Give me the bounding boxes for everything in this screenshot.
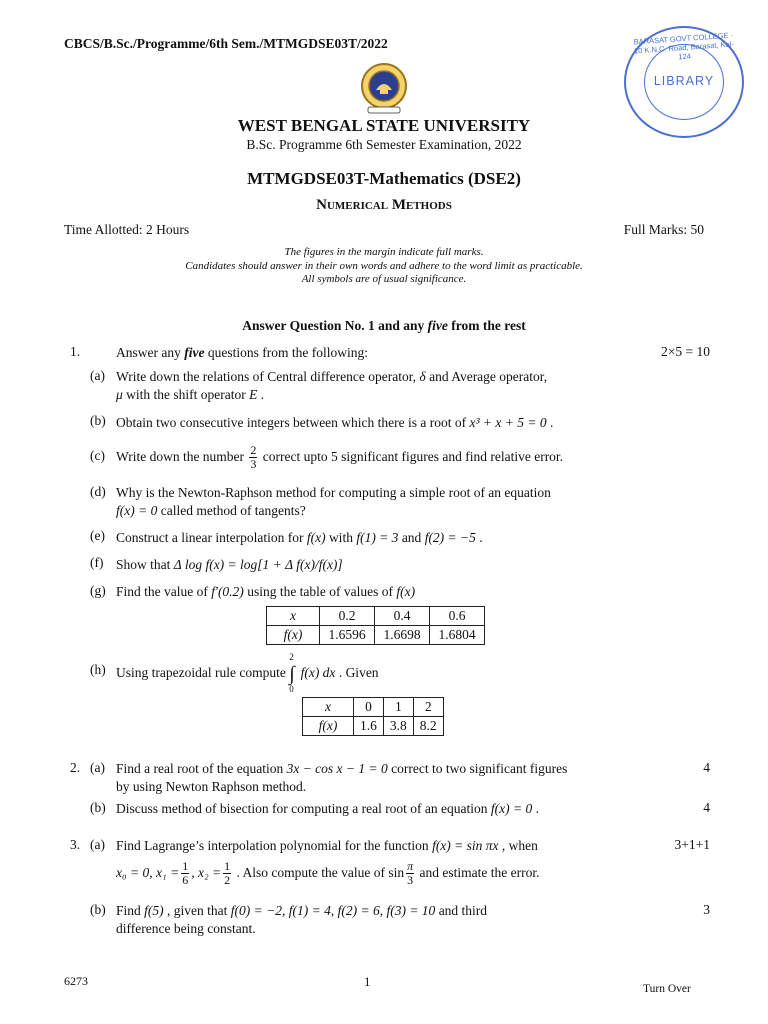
integral-sign: 2 ∫ 0 xyxy=(289,652,295,694)
instructions xyxy=(0,246,768,287)
part-label: (b) xyxy=(90,902,106,917)
part-marks: 4 xyxy=(703,760,710,775)
table-cell: f(x) xyxy=(303,717,354,736)
fraction: $\frac{2}{3}$ xyxy=(250,443,257,472)
part-marks: 3 xyxy=(703,902,710,917)
fraction: $\frac{1}{6}$ xyxy=(182,859,189,888)
question-marks: 2×5 = 10 xyxy=(661,344,710,359)
part-text: Construct a linear interpolation for f(x) with f(1) = 3 and f(2) = −5 . xyxy=(116,530,483,545)
table-row xyxy=(303,698,444,717)
instruction-line: Candidates should answer in their own words and adhere to the word limit as practicable. xyxy=(185,259,583,272)
footer-code: 6273 xyxy=(64,974,88,988)
table-row xyxy=(303,717,444,736)
stamp-label: LIBRARY xyxy=(653,74,715,88)
values-table-g xyxy=(266,606,485,645)
question-stem: Answer any five questions from the following: xyxy=(116,345,368,360)
part-text: x₀ = 0, x₁ = $\frac{1}{6}$ , x₂ = $\frac{1}{2}$ . Also compute the value of sin $\frac{\pi}{3}$ and estimate the error. xyxy=(116,859,540,888)
part-label: (b) xyxy=(90,413,106,428)
values-table-h xyxy=(302,697,444,736)
stamp-ring-text: BARASAT GOVT COLLEGE · 10 K.N.C. Road, Barasat, Kol-124 xyxy=(633,30,735,62)
table-row xyxy=(267,626,485,645)
page-number: 1 xyxy=(364,974,371,989)
instruction-line: All symbols are of usual significance. xyxy=(301,273,467,285)
table-cell: 1.6804 xyxy=(430,626,485,645)
part-marks: 3+1+1 xyxy=(674,837,710,852)
part-label: (b) xyxy=(90,800,106,815)
table-cell: 8.2 xyxy=(413,717,443,736)
table-cell: f(x) xyxy=(267,626,320,645)
table-cell: 1.6698 xyxy=(375,626,430,645)
table-cell: 1.6 xyxy=(354,717,384,736)
part-text: Find the value of f′(0.2) using the table of values of f(x) xyxy=(116,584,416,599)
table-cell: x xyxy=(303,698,354,717)
table-cell: 0.2 xyxy=(320,607,375,626)
time-allotted: Time Allotted: 2 Hours xyxy=(64,222,190,237)
table-cell: 2 xyxy=(413,698,443,717)
part-label: (c) xyxy=(90,448,105,463)
fraction: $\frac{1}{2}$ xyxy=(224,859,231,888)
full-marks: Full Marks: 50 xyxy=(623,222,704,237)
table-row xyxy=(267,607,485,626)
table-cell: 0.4 xyxy=(375,607,430,626)
question-number: 3. xyxy=(70,837,81,852)
part-label: (g) xyxy=(90,583,106,598)
exam-name: B.Sc. Programme 6th Semester Examination, 2022 xyxy=(246,137,522,152)
part-label: (h) xyxy=(90,662,106,677)
part-text: Obtain two consecutive integers between which there is a root of x³ + x + 5 = 0 . xyxy=(116,415,554,430)
university-name: WEST BENGAL STATE UNIVERSITY xyxy=(237,116,531,135)
main-instruction: Answer Question No. 1 and any five from the rest xyxy=(242,318,526,333)
part-marks: 4 xyxy=(703,800,710,815)
question-number: 2. xyxy=(70,760,81,775)
table-cell: 0 xyxy=(354,698,384,717)
question-number: 1. xyxy=(70,344,81,359)
part-label: (a) xyxy=(90,368,105,383)
table-cell: x xyxy=(267,607,320,626)
part-text: Using trapezoidal rule compute 2 ∫ 0 f(x) dx . Given xyxy=(116,652,379,694)
part-label: (a) xyxy=(90,760,105,775)
part-text: Find Lagrange’s interpolation polynomial for the function f(x) = sin πx , when xyxy=(116,838,538,853)
part-label: (d) xyxy=(90,484,106,499)
part-text: Why is the Newton-Raphson method for computing a simple root of an equation f(x) = 0 called method of tangents? xyxy=(116,485,551,518)
part-label: (a) xyxy=(90,837,105,852)
table-cell: 3.8 xyxy=(383,717,413,736)
subject-title: Numerical Methods xyxy=(316,197,452,213)
turn-over: Turn Over xyxy=(643,983,691,995)
instruction-line: The figures in the margin indicate full marks. xyxy=(284,246,484,258)
part-text: Show that Δ log f(x) = log[1 + Δ f(x)/f(x)] xyxy=(116,557,343,572)
part-label: (f) xyxy=(90,555,104,570)
part-text: Find a real root of the equation 3x − cos x − 1 = 0 correct to two significant figures by using Newton Raphson method. xyxy=(116,761,568,794)
part-text: Find f(5) , given that f(0) = −2, f(1) = 4, f(2) = 6, f(3) = 10 and third difference being constant. xyxy=(116,903,488,936)
university-logo-icon xyxy=(356,60,412,116)
table-cell: 1.6596 xyxy=(320,626,375,645)
paper-title: MTMGDSE03T-Mathematics (DSE2) xyxy=(247,169,521,188)
table-cell: 0.6 xyxy=(430,607,485,626)
part-text: Discuss method of bisection for computing a real root of an equation f(x) = 0 . xyxy=(116,801,540,816)
part-label: (e) xyxy=(90,528,105,543)
table-cell: 1 xyxy=(383,698,413,717)
paper-code-line: CBCS/B.Sc./Programme/6th Sem./MTMGDSE03T/2022 xyxy=(64,36,388,51)
fraction: $\frac{\pi}{3}$ xyxy=(407,859,414,888)
part-text: Write down the relations of Central difference operator, δ and Average operator, μ with the shift operator E . xyxy=(116,369,548,402)
part-text: Write down the number $\frac{2}{3}$ correct upto 5 significant figures and find relative error. xyxy=(116,443,564,472)
